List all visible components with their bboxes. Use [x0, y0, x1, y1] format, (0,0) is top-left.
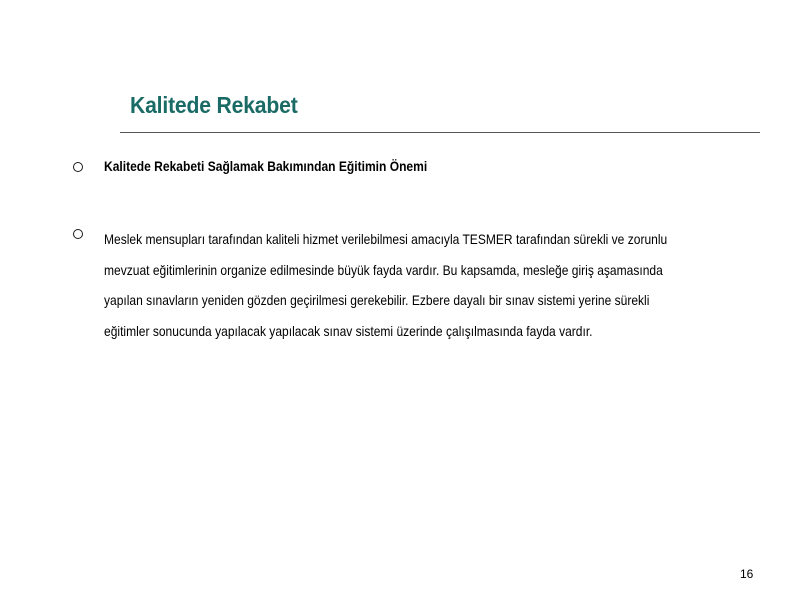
paragraph-line: yapılan sınavların yeniden gözden geçirilmesi gerekebilir. Ezbere dayalı bir sınav sistemi yerine sürekli	[104, 292, 650, 308]
page-number: 16	[740, 567, 754, 581]
hollow-circle-bullet-icon	[73, 229, 83, 239]
hollow-circle-bullet-icon	[73, 162, 83, 172]
paragraph-line: mevzuat eğitimlerinin organize edilmesinde büyük fayda vardır. Bu kapsamda, mesleğe giriş aşamasında	[104, 261, 663, 278]
slide-title: Kalitede Rekabet	[130, 92, 298, 118]
paragraph-line: Meslek mensupları tarafından kaliteli hizmet verilebilmesi amacıyla TESMER tarafından sürekli ve zorunlu	[104, 231, 668, 247]
bullet-heading: Kalitede Rekabeti Sağlamak Bakımından Eğitimin Önemi	[104, 158, 428, 174]
paragraph-line: eğitimler sonucunda yapılacak yapılacak sınav sistemi üzerinde çalışılmasında fayda vardır.	[104, 322, 593, 339]
title-underline	[120, 132, 760, 133]
bullet-paragraph	[104, 224, 740, 346]
